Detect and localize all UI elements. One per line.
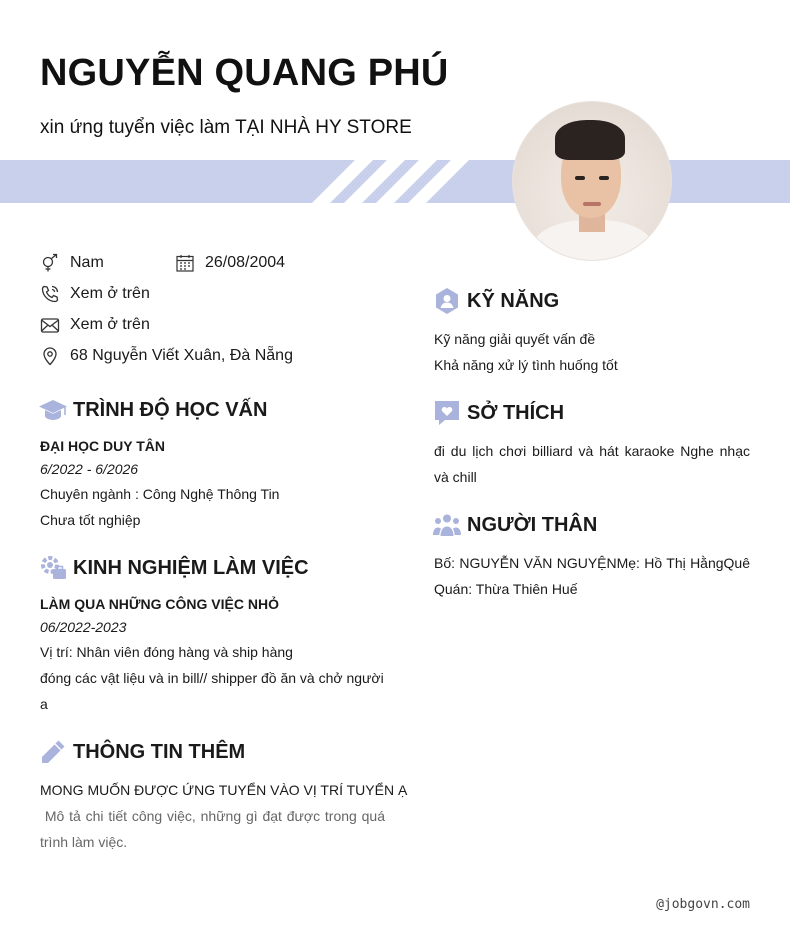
- group-users-icon: [432, 510, 462, 540]
- extra-heading: [38, 737, 245, 767]
- hobbies-title: SỞ THÍCH: [467, 401, 565, 424]
- skills-heading: [432, 286, 559, 316]
- photo-mouth: [583, 202, 601, 206]
- phone-row: [40, 284, 150, 304]
- experience-company: LÀM QUA NHỮNG CÔNG VIỆC NHỎ: [40, 596, 279, 612]
- photo-eye: [599, 176, 609, 180]
- education-period: 6/2022 - 6/2026: [40, 461, 139, 477]
- education-title: TRÌNH ĐỘ HỌC VẤN: [73, 398, 268, 421]
- experience-position: Vị trí: Nhân viên đóng hàng và ship hàng: [40, 644, 293, 660]
- family-heading: [432, 510, 597, 540]
- experience-period: 06/2022-2023: [40, 619, 127, 635]
- education-heading: [38, 395, 267, 425]
- name-heading: NGUYỄN QUANG PHÚ: [40, 52, 449, 94]
- gear-briefcase-icon: [38, 553, 68, 583]
- gender-row: [40, 253, 104, 273]
- extra-title: THÔNG TIN THÊM: [73, 740, 246, 763]
- family-title: NGƯỜI THÂN: [467, 513, 598, 536]
- watermark: @jobgovn.com: [656, 897, 750, 912]
- location-pin-icon: [40, 346, 60, 366]
- address-value: 68 Nguyễn Viết Xuân, Đà Nẵng: [70, 347, 293, 364]
- photo-eye: [575, 176, 585, 180]
- education-status: Chưa tốt nghiệp: [40, 512, 141, 528]
- email-value: Xem ở trên: [70, 316, 150, 333]
- experience-description: đóng các vật liệu và in bill// shipper đồ ăn và chở người a: [40, 670, 384, 712]
- extra-placeholder: Mô tả chi tiết công việc, những gì đạt được trong quá trình làm việc.: [40, 808, 389, 850]
- skill-item: Kỹ năng giải quyết vấn đề: [434, 331, 596, 347]
- email-row: [40, 315, 150, 335]
- calendar-icon: [175, 253, 195, 273]
- envelope-icon: [40, 315, 60, 335]
- hobbies-text: đi du lịch chơi billiard và hát karaoke Nghe nhạc và chill: [434, 443, 750, 485]
- birthday-row: [175, 253, 285, 273]
- pencil-icon: [38, 737, 68, 767]
- experience-heading: [38, 553, 309, 583]
- address-row: [40, 346, 293, 366]
- skills-title: KỸ NĂNG: [467, 289, 560, 312]
- family-text: Bố: NGUYỄN VĂN NGUYỆNMẹ: Hồ Thị HằngQuê Quán: Thừa Thiên Huế: [434, 555, 750, 597]
- phone-value: Xem ở trên: [70, 285, 150, 302]
- user-badge-icon: [432, 286, 462, 316]
- graduation-cap-icon: [38, 395, 68, 425]
- gender-icon: [40, 253, 60, 273]
- phone-icon: [40, 284, 60, 304]
- birthday-value: 26/08/2004: [205, 254, 286, 271]
- skill-item: Khả năng xử lý tình huống tốt: [434, 357, 618, 373]
- experience-title: KINH NGHIỆM LÀM VIỆC: [73, 556, 309, 579]
- education-major: Chuyên ngành : Công Nghệ Thông Tin: [40, 486, 280, 502]
- extra-line: MONG MUỐN ĐƯỢC ỨNG TUYỂN VÀO VỊ TRÍ TUYỂN Ạ: [40, 782, 408, 798]
- heart-message-icon: [432, 398, 462, 428]
- photo-hair: [555, 120, 625, 160]
- gender-value: Nam: [70, 254, 104, 271]
- profile-photo: [512, 101, 672, 261]
- job-subtitle: xin ứng tuyển việc làm TẠI NHÀ HY STORE: [40, 117, 412, 138]
- school-name: ĐẠI HỌC DUY TÂN: [40, 438, 165, 454]
- hobbies-heading: [432, 398, 564, 428]
